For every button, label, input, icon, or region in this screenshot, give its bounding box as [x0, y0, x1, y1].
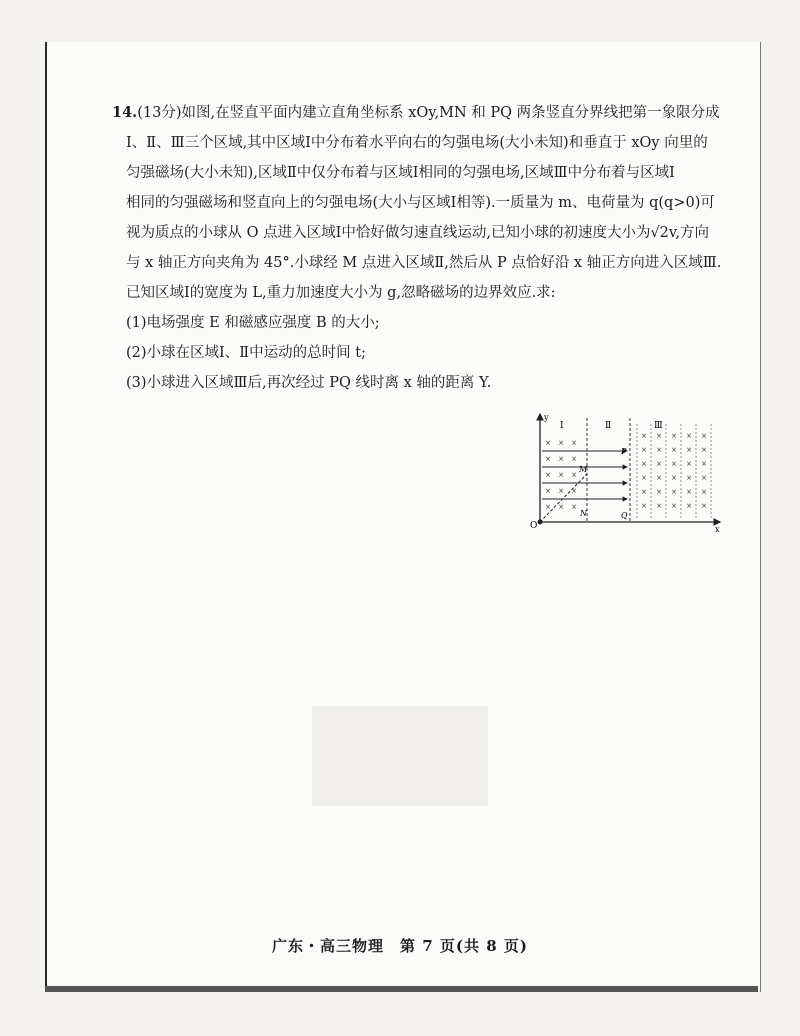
cross-mark: ×	[656, 432, 662, 440]
cross-mark: ×	[571, 487, 577, 495]
y-axis-label: y	[544, 413, 549, 422]
question-text: 小球在区域Ⅰ、Ⅱ中运动的总时间 t;	[146, 345, 366, 361]
cross-mark: ×	[671, 488, 677, 496]
cross-mark: ×	[571, 471, 577, 479]
bleed-through-block	[312, 706, 488, 806]
cross-mark: ×	[656, 502, 662, 510]
origin-label: O	[530, 521, 538, 531]
cross-mark: ×	[545, 487, 551, 495]
field-regions-diagram	[530, 410, 725, 535]
question-number: (1)	[126, 315, 147, 331]
bleed-through-text	[660, 294, 664, 307]
problem-text-line: 已知区域Ⅰ的宽度为 L,重力加速度大小为 g,忽略磁场的边界效应.求:	[126, 285, 556, 301]
cross-mark: ×	[671, 502, 677, 510]
region-2-label: Ⅱ	[605, 421, 612, 431]
cross-mark: ×	[545, 439, 551, 447]
cross-mark: ×	[701, 432, 707, 440]
paper-edge	[45, 986, 758, 992]
cross-mark: ×	[686, 474, 692, 482]
cross-mark: ×	[641, 460, 647, 468]
cross-mark: ×	[641, 502, 647, 510]
problem-number: 14.	[112, 104, 138, 121]
question-text: 电场强度 E 和磁感应强度 B 的大小;	[146, 315, 380, 331]
cross-mark: ×	[671, 460, 677, 468]
cross-mark: ×	[558, 503, 564, 511]
cross-mark: ×	[558, 439, 564, 447]
question-number: (2)	[126, 345, 147, 361]
cross-mark: ×	[701, 460, 707, 468]
cross-mark: ×	[641, 474, 647, 482]
question-text: 小球进入区域Ⅲ后,再次经过 PQ 线时离 x 轴的距离 Y.	[146, 375, 492, 391]
x-axis-label: x	[715, 525, 720, 534]
point-q-label: Q	[621, 511, 628, 520]
cross-mark: ×	[571, 439, 577, 447]
problem-text-line: 匀强磁场(大小未知),区域Ⅱ中仅分布着与区域Ⅰ相同的匀强电场,区域Ⅲ中分布着与区域Ⅰ	[126, 165, 675, 181]
region-1-label: Ⅰ	[560, 421, 564, 431]
region-3-label: Ⅲ	[654, 421, 663, 431]
cross-mark: ×	[571, 455, 577, 463]
question-1	[112, 308, 672, 338]
problem-text-line: 与 x 轴正方向夹角为 45°.小球经 M 点进入区域Ⅱ,然后从 P 点恰好沿 x 轴正方向进入区域Ⅲ.	[126, 255, 722, 271]
cross-mark: ×	[656, 474, 662, 482]
cross-mark: ×	[545, 471, 551, 479]
question-3	[112, 368, 672, 398]
problem-line-1	[112, 98, 720, 128]
cross-mark: ×	[671, 446, 677, 454]
cross-mark: ×	[686, 432, 692, 440]
cross-mark: ×	[656, 446, 662, 454]
problem-text-line: Ⅰ、Ⅱ、Ⅲ三个区域,其中区域Ⅰ中分布着水平向右的匀强电场(大小未知)和垂直于 xOy 向里的	[126, 135, 708, 151]
electric-field-lines	[542, 451, 627, 499]
problem-text-line: 视为质点的小球从 O 点进入区域Ⅰ中恰好做匀速直线运动,已知小球的初速度大小为√2v,方向	[126, 225, 709, 241]
cross-mark: ×	[656, 460, 662, 468]
cross-mark: ×	[641, 432, 647, 440]
cross-mark: ×	[701, 446, 707, 454]
cross-mark: ×	[545, 503, 551, 511]
cross-mark: ×	[558, 487, 564, 495]
cross-mark: ×	[671, 432, 677, 440]
problem-text-line: 如图,在竖直平面内建立直角坐标系 xOy,MN 和 PQ 两条竖直分界线把第一象限分成	[181, 105, 720, 121]
cross-mark: ×	[558, 471, 564, 479]
cross-mark: ×	[558, 455, 564, 463]
point-n-label: N	[580, 509, 587, 518]
cross-mark: ×	[641, 488, 647, 496]
cross-mark: ×	[686, 446, 692, 454]
point-p-label: P	[621, 447, 627, 456]
cross-mark: ×	[701, 474, 707, 482]
cross-mark: ×	[641, 446, 647, 454]
cross-mark: ×	[656, 488, 662, 496]
problem-points: (13分)	[137, 105, 182, 121]
cross-mark: ×	[686, 502, 692, 510]
problem-text-line: 相同的匀强磁场和竖直向上的匀强电场(大小与区域Ⅰ相等).一质量为 m、电荷量为 q(q>0)可	[126, 195, 715, 211]
question-2	[112, 338, 672, 368]
cross-mark: ×	[686, 460, 692, 468]
cross-mark: ×	[686, 488, 692, 496]
problem-14	[112, 98, 722, 398]
question-number: (3)	[126, 375, 147, 391]
cross-mark: ×	[701, 488, 707, 496]
cross-mark: ×	[545, 455, 551, 463]
cross-mark: ×	[671, 474, 677, 482]
page-footer: 广东・高三物理 第 7 页(共 8 页)	[272, 937, 528, 955]
magnetic-field-region-3	[641, 432, 707, 510]
point-m-label: M	[579, 465, 588, 474]
cross-mark: ×	[571, 503, 577, 511]
cross-mark: ×	[701, 502, 707, 510]
